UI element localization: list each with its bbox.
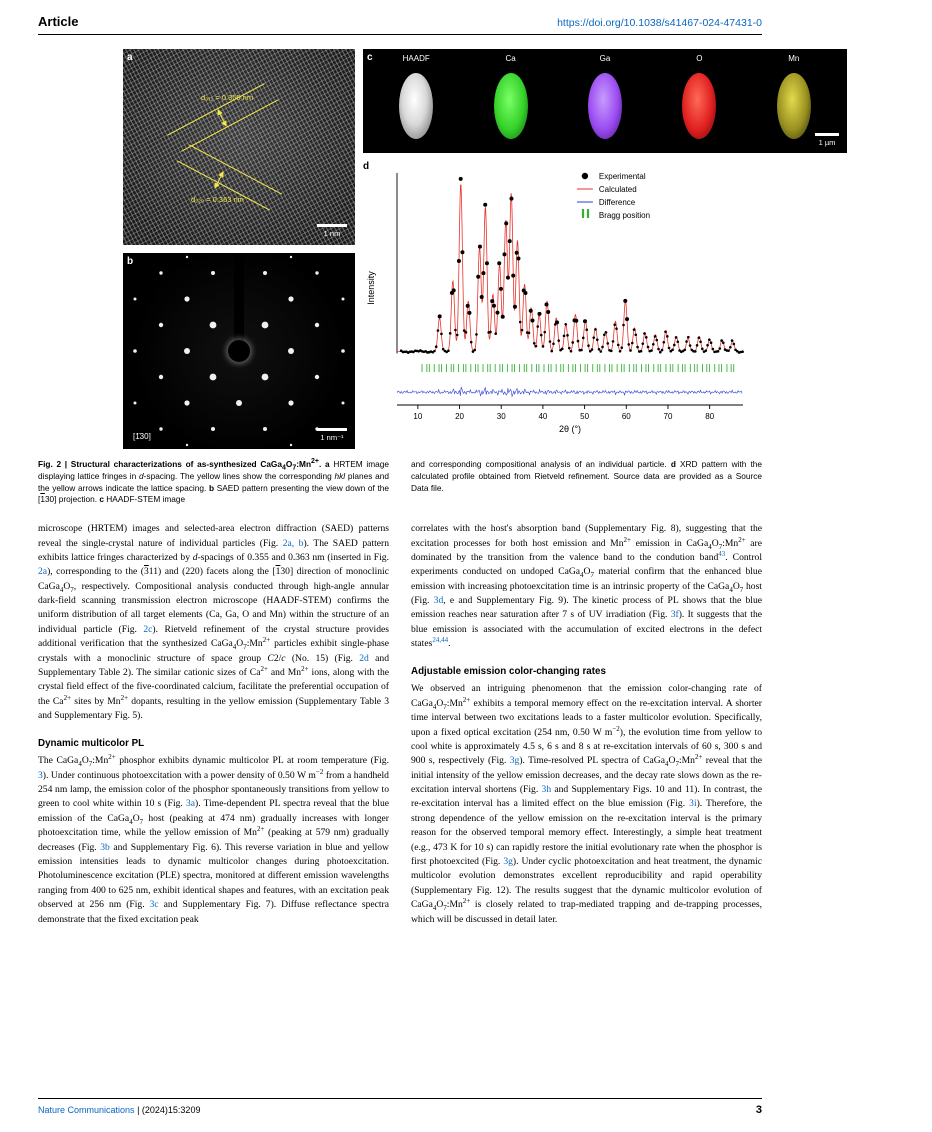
map-blob xyxy=(494,73,528,139)
paragraph: correlates with the host's absorption band (Supplementary Fig. 8), suggesting that the excitation processes for both host emission and $Mn^{2+}$ emission in $CaGa_4O_7:Mn^{2+}$ are dominated by the transition from the valence band to the condution band$^{43}$. Control experiments conducted on undoped $CaGa_4O_7$ material confirm that the enhanced blue emission with increasing photoexcitation time is an intrinsic property of the $CaGa_4O_7$ host (Fig. 3d, e and Supplementary Fig. 9). The kinetic process of PL shows that the blue emission reaches near saturation after 7 s of UV irradiation (Fig. 3f). It suggests that the blue emission is associated with the accumulation of excited electrons in the defect states$^{24,44}$. xyxy=(411,523,763,650)
page-header xyxy=(38,0,762,35)
beamstop-arm xyxy=(234,253,244,351)
section-heading-adjustable-rates: Adjustable emission color-changing rates xyxy=(411,665,606,677)
footer-citation: | (2024)15:3209 xyxy=(137,1105,201,1115)
figure-panels xyxy=(38,49,932,449)
article-body xyxy=(38,522,762,927)
figure-caption xyxy=(38,459,762,506)
zone-axis-label: [1̄30] xyxy=(133,432,151,441)
svg-text:60: 60 xyxy=(621,412,631,421)
footer-journal-name: Nature Communications xyxy=(38,1105,135,1115)
paragraph: We observed an intriguing phenomenon that the emission color-changing rate of $CaGa_4O_7:Mn^{2+}$ exhibits a temporal memory effect on the re-excitation interval. A shorter time interval between two excitations leads to a faster multicolor evolution. Specifically, upon a fixed optical excitation (254 nm, 0.50 W $m^{-2}$), the evolution time from yellow to cool white is approximately 4.5 s, 6 s and 8 s at re-excitation intervals of 60 s, 300 s and 900 s, respectively (Fig. 3g). Time-resolved PL spectra of $CaGa_4O_7:Mn^{2+}$ reveal that the initial intensity of the yellow emission decreases, and the decay rate slows down as the re-excitation interval shortens (Fig. 3h and Supplementary Figs. 10 and 11). In contrast, the re-excitation interval has a limited effect on the blue emission (Fig. 3i). Therefore, the strong dependence of the yellow emission on the re-excitation interval is the primary reason for the observed temporal memory effect. Interestingly, a simple heat treatment (e.g., 473 K for 10 s) can rapidly restore the initial evolutionary rate when the phosphor is first photoexcited (Fig. 3g). Under cyclic photoexcitation and heat treatment, the dynamic multicolor evolution demonstrates excellent reproducibility and rapid operability (Supplementary Fig. 12). The results suggest that the dynamic multicolor evolution of $CaGa_4O_7:Mn^{2+}$ is closely related to trap-mediated trapping and de-trapping processes, which will be discussed in detail later. xyxy=(411,683,763,925)
header-article-label: Article xyxy=(38,14,79,29)
svg-text:50: 50 xyxy=(580,412,590,421)
panel-a-scalebar-label: 1 nm xyxy=(323,229,341,238)
svg-text:10: 10 xyxy=(413,412,423,421)
section-heading-dynamic-multicolor-pl: Dynamic multicolor PL xyxy=(38,737,145,749)
figure-right-column xyxy=(363,49,847,449)
svg-text:30: 30 xyxy=(496,412,506,421)
figure-2 xyxy=(38,49,836,506)
map-ca xyxy=(463,54,557,145)
svg-text:2θ (°): 2θ (°) xyxy=(558,424,582,434)
map-blob xyxy=(399,73,433,139)
map-haadf xyxy=(369,54,463,145)
d311-label: d₃₁₁ = 0.355 nm xyxy=(201,93,254,102)
paragraph: The $CaGa_4O_7:Mn^{2+}$ phosphor exhibits dynamic multicolor PL at room temperature (Fig. 3). Under continuous photoexcitation with a power density of 0.50 W $m^{-2}$ from a handheld 254 nm lamp, the emission color of the phosphor spontaneously transitions from yellow to green to cool white within 10 s (Fig. 3a). Time-dependent PL spectra reveal that the blue emission of the $CaGa_4O_7$ host (peaking at 474 nm) gradually increases with longer photoexcitation time, while the yellow emission of $Mn^{2+}$ (peaking at 579 nm) gradually decreases (Fig. 3b and Supplementary Fig. 6). This reverse variation in blue and yellow emission intensities leads to dynamic multicolor changes during photoexcitation. Photoluminescence excitation (PLE) spectra, monitored at different emission wavelengths ranging from 400 to 625 nm, exhibit identical shapes and features, with an excitation peak observed at 256 nm (Fig. 3c and Supplementary Fig. 7). Diffuse reflectance spectra demonstrate that the fixed excitation peak xyxy=(38,753,389,925)
svg-text:Difference: Difference xyxy=(598,198,636,207)
xrd-chart xyxy=(363,161,751,439)
d220-label: d₂₂₀ = 0.363 nm xyxy=(191,195,244,204)
panel-d-letter: d xyxy=(363,161,370,172)
paragraph: microscope (HRTEM) images and selected-area electron diffraction (SAED) patterns reveal the single-crystal nature of individual particles (Fig. 2a, b). The SAED pattern exhibits lattice fringes characterized by d-spacings of 0.355 and 0.363 nm (inserted in Fig. 2a), corresponding to the (311) and (220) facets along the [130] direction of monoclinic $CaGa_4O_7$, respectively. Compositional analysis conducted through high-angle annular dark-field scanning transmission electron microscope (HAADF-STEM) confirms the uniform distribution of all target elements (Ca, Ga, O and Mn) within the structure of an individual particle (Fig. 2c). Rietveld refinement of the crystal structure provides additional verification that the synthesized $CaGa_4O_7:Mn^{2+}$ particles exhibit single-phase crystals with a monoclinic structure of space group C2/c (No. 15) (Fig. 2d and Supplementary Table 2). The similar cationic sizes of $Ca^{2+}$ and $Mn^{2+}$ ions, along with the crystal field effect of the five-coordinated calcium, facilitate the preferential occupation of the $Ca^{2+}$ sites by $Mn^{2+}$ dopants, resulting in the yellow emission (Supplementary Table 3 and Supplementary Fig. 5). xyxy=(38,523,390,722)
caption-col-left: Fig. 2 | Structural characterizations of as-synthesized $CaGa_4O_7:Mn^{2+}$. a HRTEM image displaying lattice fringes in d-spacing. The yellow lines show the corresponding hkl planes and the yellow arrows indicate the lattice spacing. b SAED pattern presenting the view down of the [130] projection. c HAADF-STEM image xyxy=(38,458,390,505)
map-blob xyxy=(777,73,811,139)
map-blob xyxy=(588,73,622,139)
doi-link[interactable]: https://doi.org/10.1038/s41467-024-47431-0 xyxy=(557,17,762,29)
panel-a-scalebar xyxy=(317,224,347,238)
panel-c-haadf-maps xyxy=(363,49,847,153)
panel-d-xrd xyxy=(363,161,847,439)
map-title: HAADF xyxy=(402,54,430,63)
svg-text:80: 80 xyxy=(705,412,715,421)
svg-text:40: 40 xyxy=(538,412,548,421)
svg-text:Experimental: Experimental xyxy=(598,172,646,181)
map-ga xyxy=(558,54,652,145)
body-column-left xyxy=(38,522,389,927)
panel-a-letter: a xyxy=(127,52,133,63)
panel-b-scalebar xyxy=(317,428,347,442)
panel-b-letter: b xyxy=(127,256,134,267)
map-blob xyxy=(682,73,716,139)
map-mn xyxy=(747,54,841,147)
figure-left-column xyxy=(123,49,355,449)
caption-col-right: and corresponding compositional analysis of an individual particle. d XRD pattern with the calculated profile obtained from Rietveld refinement. Source data are provided as a Source Data file. xyxy=(411,459,762,493)
body-column-right xyxy=(411,522,762,927)
svg-text:70: 70 xyxy=(663,412,673,421)
beamstop xyxy=(228,340,250,362)
panel-c-scalebar xyxy=(815,133,839,147)
map-title: Ca xyxy=(505,54,516,63)
map-o xyxy=(652,54,746,145)
panel-c-letter: c xyxy=(367,52,373,63)
map-title: Mn xyxy=(788,54,800,63)
panel-b-scalebar-label: 1 nm⁻¹ xyxy=(320,433,344,442)
panel-c-scalebar-label: 1 µm xyxy=(818,138,836,147)
svg-text:Intensity: Intensity xyxy=(366,271,376,305)
svg-text:Calculated: Calculated xyxy=(598,185,637,194)
lattice-arrows xyxy=(123,49,355,245)
page-number: 3 xyxy=(755,1104,762,1116)
page-footer xyxy=(38,1098,762,1116)
panel-b-saed xyxy=(123,253,355,449)
footer-journal xyxy=(38,1105,200,1115)
map-title: O xyxy=(696,54,703,63)
svg-text:20: 20 xyxy=(455,412,464,421)
figure-top-row xyxy=(123,49,847,449)
map-title: Ga xyxy=(599,54,611,63)
svg-text:Bragg position: Bragg position xyxy=(598,211,651,220)
panel-a-hrtem xyxy=(123,49,355,245)
